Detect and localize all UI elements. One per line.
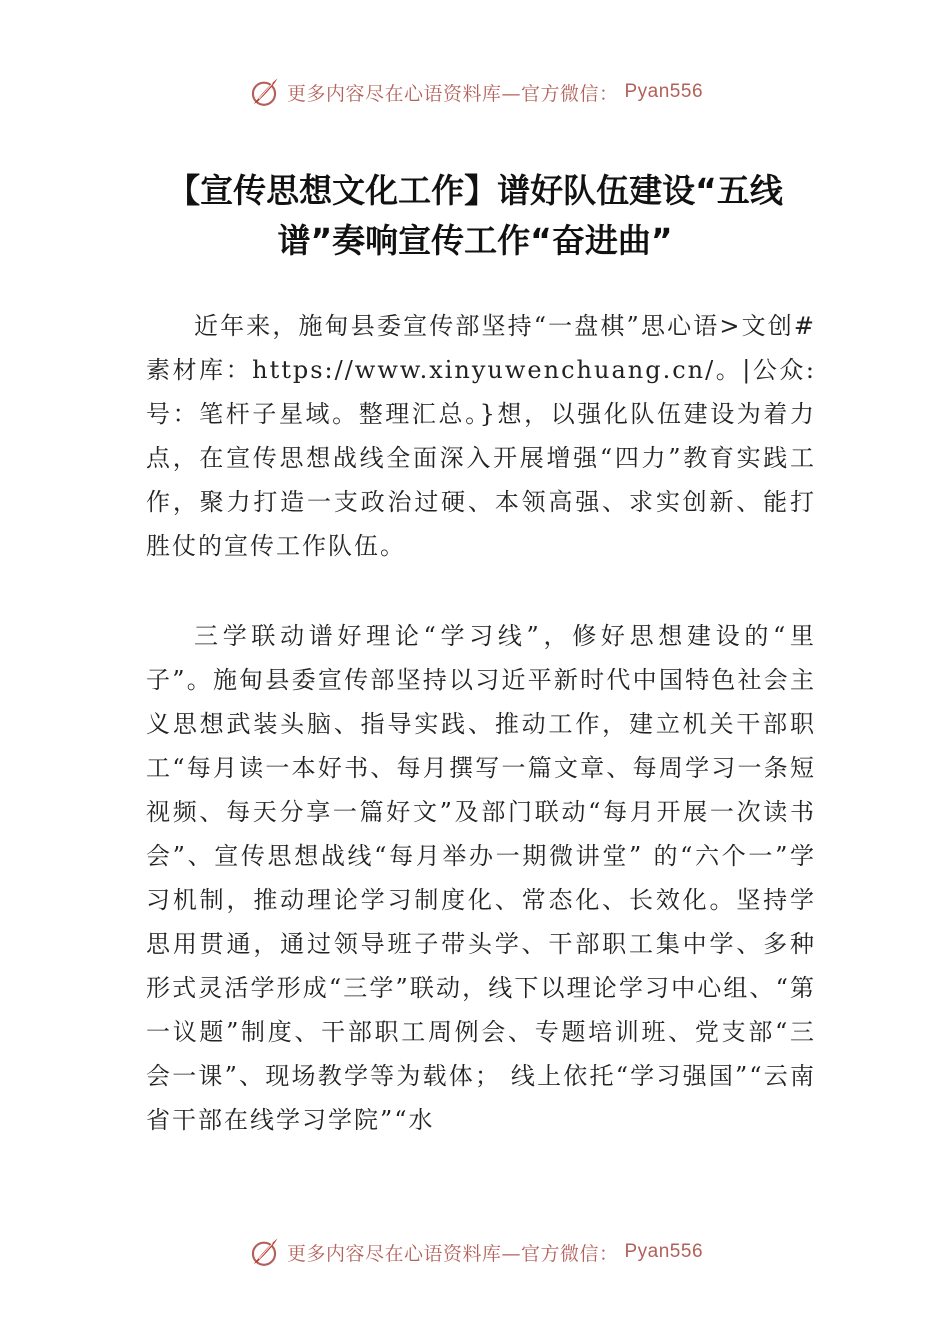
document-title: 【宣传思想文化工作】谱好队伍建设“五线谱”奏响宣传工作“奋进曲” — [167, 171, 783, 260]
banner-brand-text: 更多内容尽在心语资料库—官方微信： — [286, 1242, 619, 1265]
body-paragraph: 三学联动谱好理论“学习线”，修好思想建设的“里子”。施甸县委宣传部坚持以习近平新时代中国特色社会主义思想武装头脑、指导实践、推动工作，建立机关干部职工“每月读一本好书、每月撰写一篇文章、每周学习一条短视频、每天分享一篇好文”及部门联动“每月开展一次读书会”、宣传思想战线“每月举办一期微讲堂” 的“六个一”学习机制，推动理论学习制度化、常态化、长效化。坚持学思用贯通，通过领导班子带头学、干部职工集中学、多种形式灵活学形成“三学”联动，线下以理论学习中心组、“第一议题”制度、干部职工周例会、专题培训班、党支部“三会一课”、现场教学等为载体； 线上依托“学习强国”“云南省干部在线学习学院”“水 — [146, 622, 816, 1134]
feather-logo-icon — [247, 1235, 281, 1269]
footer-watermark-banner — [0, 1232, 950, 1272]
body-paragraph: 近年来，施甸县委宣传部坚持“一盘棋”思心语>文创#素材库：https://www.xinyuwenchuang.cn/。|公众:号：笔杆子星域。整理汇总。}想，以强化队伍建设为着力点，在宣传思想战线全面深入开展增强“四力”教育实践工作，聚力打造一支政治过硬、本领高强、求实创新、能打胜仗的宣传工作队伍。 — [146, 312, 816, 560]
banner-brand-text: 更多内容尽在心语资料库—官方微信： — [286, 82, 619, 105]
banner-wechat-handle: Pyan556 — [624, 81, 704, 102]
banner-wechat-handle: Pyan556 — [624, 1241, 704, 1262]
header-watermark-banner — [0, 72, 950, 112]
feather-logo-icon — [247, 75, 281, 109]
